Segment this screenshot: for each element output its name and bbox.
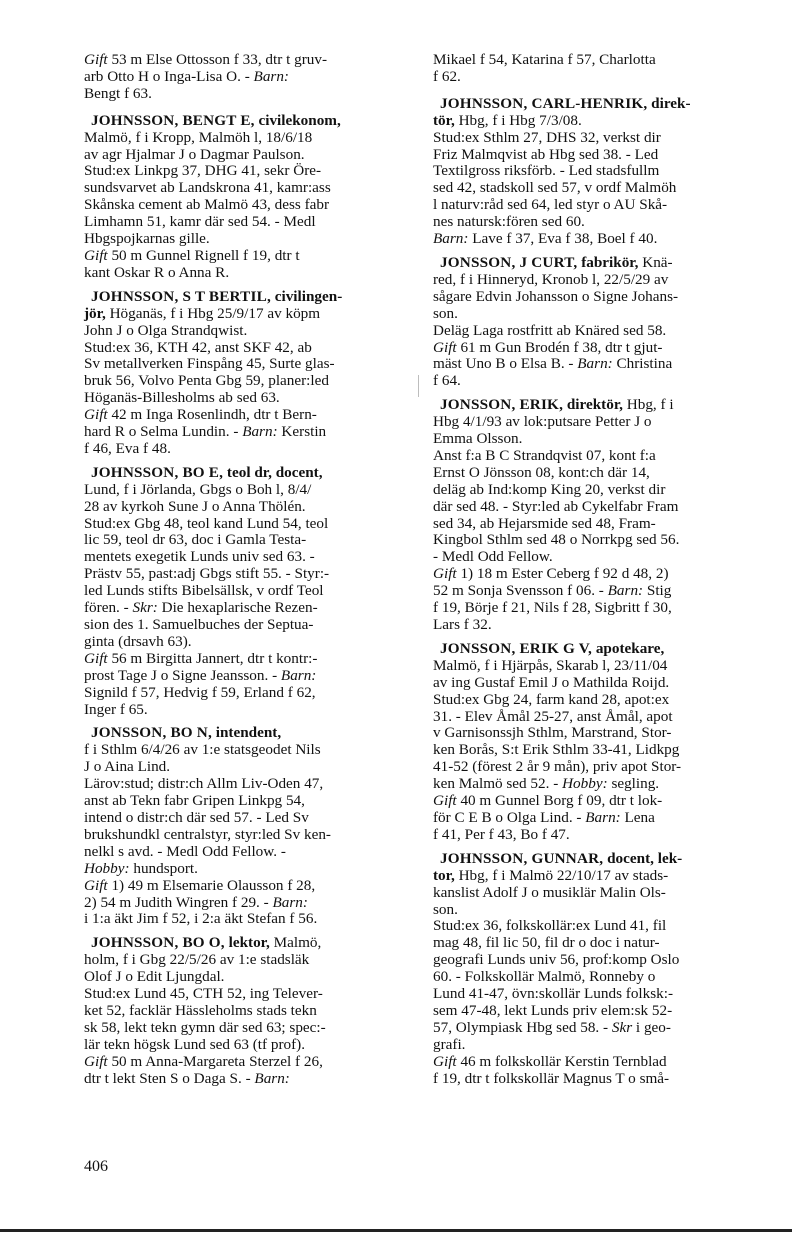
entry-line: - Medl Odd Fellow. <box>433 548 553 566</box>
entry-line: nelkl s avd. - Medl Odd Fellow. - <box>84 842 286 860</box>
entry-line: Deläg Laga rostfritt ab Knäred sed 58. <box>433 321 667 339</box>
biography-entry <box>84 113 407 282</box>
entry-line: 57, Olympiask Hbg sed 58. - Skr i geo- <box>433 1018 671 1036</box>
entry-line: Gift 53 m Else Ottosson f 33, dtr t gruv- <box>84 51 327 68</box>
entry-line: ken Malmö sed 52. - Hobby: segling. <box>433 775 660 793</box>
entry-line: v Garnisonssjh Sthlm, Marstrand, Stor- <box>433 724 672 742</box>
entry-line: mentets exegetik Lunds univ sed 63. - <box>84 548 315 566</box>
entry-line: led Lunds stifts Bibelsällsk, v ordf Teol <box>84 582 324 600</box>
entry-line: Kingbol Sthlm sed 48 o Norrkpg sed 56. <box>433 531 680 549</box>
biography-entry <box>433 641 755 844</box>
entry-line: hard R o Selma Lundin. - Barn: Kerstin <box>84 423 327 441</box>
entry-headline <box>433 96 755 113</box>
entry-line: där sed 48. - Styr:led ab Cykelfabr Fram <box>433 497 679 515</box>
entry-line: Gift 1) 49 m Elsemarie Olausson f 28, <box>84 876 316 894</box>
entry-line: fören. - Skr: Die hexaplarische Rezen- <box>84 599 318 617</box>
entry-line: Lund 41-47, övn:skollär Lunds folksk:- <box>433 985 674 1003</box>
entry-line: kanslist Adolf J o musiklär Malin Ols- <box>433 883 666 901</box>
entry-name: JONSSON, ERIK G V, <box>440 639 593 657</box>
entry-line: f i Sthlm 6/4/26 av 1:e statsgeodet Nils <box>84 741 321 759</box>
entry-profession: intendent, <box>211 724 282 742</box>
biography-entry <box>433 96 755 248</box>
entry-headline <box>433 851 755 868</box>
entry-line: Anst f:a B C Strandqvist 07, kont f:a <box>433 446 656 464</box>
entry-line: f 19, dtr t folkskollär Magnus T o små- <box>433 1069 670 1087</box>
entry-profession: direktör, <box>563 396 623 414</box>
entry-continuation <box>84 52 407 103</box>
entry-line: Barn: Lave f 37, Eva f 38, Boel f 40. <box>433 230 658 248</box>
entry-line: red, f i Hinneryd, Kronob l, 22/5/29 av <box>433 270 669 288</box>
entry-line: grafi. <box>433 1035 466 1053</box>
entry-line: Hobby: hundsport. <box>84 859 198 877</box>
entry-line: Gift 46 m folkskollär Kerstin Ternblad <box>433 1052 667 1070</box>
entry-line: för C E B o Olga Lind. - Barn: Lena <box>433 808 655 826</box>
entry-line: Gift 50 m Gunnel Rignell f 19, dtr t <box>84 246 300 264</box>
entry-line: Ernst O Jönsson 08, kont:ch där 14, <box>433 463 650 481</box>
entry-line: 41-52 (förest 2 år 9 mån), priv apot Stor- <box>433 758 682 776</box>
entry-line: mäst Uno B o Elsa B. - Barn: Christina <box>433 355 673 373</box>
entry-line: tör, Hbg, f i Hbg 7/3/08. <box>433 111 582 129</box>
entry-profession: docent, lek- <box>603 849 683 867</box>
entry-line: sundsvarvet ab Landskrona 41, kamr:ass <box>84 179 331 197</box>
entry-headline <box>84 289 407 306</box>
entry-profession: civilingen- <box>270 287 343 305</box>
entry-line: brukshundkl centralstyr, styr:led Sv ken- <box>84 825 331 843</box>
entry-line: f 64. <box>433 372 461 390</box>
entry-line: Friz Malmqvist ab Hbg sed 38. - Led <box>433 145 659 163</box>
biography-entry <box>84 725 407 928</box>
entry-headline: JONSSON, ERIK, direktör, Hbg, f i <box>440 396 674 414</box>
entry-line: Gift 61 m Gun Brodén f 38, dtr t gjut- <box>433 338 663 356</box>
entry-line: anst ab Tekn fabr Gripen Linkpg 54, <box>84 792 305 810</box>
entry-line: jör, Höganäs, f i Hbg 25/9/17 av köpm <box>84 304 321 322</box>
entry-line: 2) 54 m Judith Wingren f 29. - Barn: <box>84 893 308 911</box>
entry-profession: lektor, <box>224 934 270 952</box>
entry-line: f 41, Per f 43, Bo f 47. <box>433 825 570 843</box>
entry-line: prost Tage J o Signe Jeansson. - Barn: <box>84 666 317 684</box>
entry-line: sion des 1. Samuelbuches der Septua- <box>84 616 314 633</box>
entry-line: Lärov:stud; distr:ch Allm Liv-Oden 47, <box>84 775 324 793</box>
entry-line: Stud:ex Gbg 24, farm kand 28, apot:ex <box>433 690 670 708</box>
entry-line: Gift 56 m Birgitta Jannert, dtr t kontr:- <box>84 649 318 667</box>
entry-profession: apotekare, <box>592 639 665 657</box>
biography-entry <box>84 935 407 1087</box>
entry-line: deläg ab Ind:komp King 20, verkst dir <box>433 480 666 498</box>
left-column <box>84 52 407 1094</box>
entry-line: lic 59, teol dr 63, doc i Gamla Testa- <box>84 531 307 549</box>
entry-line: Gift 40 m Gunnel Borg f 09, dtr t lok- <box>433 792 663 810</box>
biography-entry <box>84 289 407 458</box>
entry-line: Signild f 57, Hedvig f 59, Erland f 62, <box>84 683 316 701</box>
entry-line: Stud:ex 36, folkskollär:ex Lund 41, fil <box>433 917 667 935</box>
entry-line: tor, Hbg, f i Malmö 22/10/17 av stads- <box>433 866 669 884</box>
entry-line: son. <box>433 900 458 918</box>
entry-line: Gift 1) 18 m Ester Ceberg f 92 d 48, 2) <box>433 565 669 583</box>
biography-entry <box>84 465 407 719</box>
entry-line: ken Borås, S:t Erik Sthlm 33-41, Lidkpg <box>433 741 680 759</box>
entry-line: av ing Gustaf Emil J o Mathilda Roijd. <box>433 673 670 691</box>
entry-line: sk 58, lekt tekn gymn där sed 63; spec:- <box>84 1018 326 1036</box>
entry-profession: fabrikör, <box>577 253 639 271</box>
entry-line: i 1:a äkt Jim f 52, i 2:a äkt Stefan f 56. <box>84 910 318 928</box>
entry-name: JOHNSSON, BENGT E, <box>91 111 255 129</box>
entry-profession: teol dr, docent, <box>223 463 323 481</box>
entry-line: Limhamn 51, kamr där sed 54. - Medl <box>84 213 316 231</box>
entry-name: JOHNSSON, GUNNAR, <box>440 849 604 867</box>
entry-headline <box>84 113 407 130</box>
entry-line: dtr t lekt Sten S o Daga S. - Barn: <box>84 1069 290 1087</box>
entry-headline: JOHNSSON, BO O, lektor, Malmö, <box>91 934 322 952</box>
entry-line: geografi Lunds univ 56, prof:komp Oslo <box>433 951 680 969</box>
entry-line: Textilgross riksförb. - Led stadsfullm <box>433 162 660 180</box>
entry-line: Hbgspojkarnas gille. <box>84 230 210 248</box>
entry-line: lär tekn högsk Lund sed 63 (tf prof). <box>84 1035 306 1053</box>
entry-line: mag 48, fil lic 50, fil dr o doc i natur- <box>433 934 660 952</box>
entry-line: Stud:ex 36, KTH 42, anst SKF 42, ab <box>84 338 312 356</box>
entry-name: JONSSON, ERIK, <box>440 396 564 414</box>
entry-line: Emma Olsson. <box>433 430 523 448</box>
entry-name: JOHNSSON, S T BERTIL, <box>91 287 271 305</box>
entry-line: sed 42, stadskoll sed 57, v ordf Malmöh <box>433 179 677 197</box>
entry-line: J o Aina Lind. <box>84 758 171 776</box>
entry-line: sem 47-48, lekt Lunds priv elem:sk 52- <box>433 1001 673 1019</box>
entry-line: Prästv 55, past:adj Gbgs stift 55. - Styr:- <box>84 565 330 583</box>
entry-line: Lund, f i Jörlanda, Gbgs o Boh l, 8/4/ <box>84 480 312 498</box>
entry-headline <box>84 465 407 482</box>
entry-line: Stud:ex Gbg 48, teol kand Lund 54, teol <box>84 514 329 532</box>
entry-line: Sv metallverken Finspång 45, Surte glas- <box>84 355 335 373</box>
entry-line: Inger f 65. <box>84 700 148 718</box>
entry-name: JONSSON, BO N, <box>91 724 212 742</box>
entry-line: sed 34, ab Hejarsmide sed 48, Fram- <box>433 514 656 532</box>
entry-line: Lars f 32. <box>433 616 492 633</box>
entry-line: l naturv:råd sed 64, led styr o AU Skå- <box>433 196 668 214</box>
entry-line: ket 52, facklär Hässleholms stads tekn <box>84 1001 317 1019</box>
entry-headline <box>84 725 407 742</box>
biography-entry <box>433 397 755 634</box>
entry-line: sågare Edvin Johansson o Signe Johans- <box>433 287 679 305</box>
entry-line: John J o Olga Strandqwist. <box>84 321 248 339</box>
entry-line: Stud:ex Sthlm 27, DHS 32, verkst dir <box>433 128 661 146</box>
entry-name: JOHNSSON, BO O, <box>91 934 225 952</box>
entry-headline <box>433 641 755 658</box>
entry-line: arb Otto H o Inga-Lisa O. - Barn: <box>84 67 289 85</box>
entry-line: Gift 42 m Inga Rosenlindh, dtr t Bern- <box>84 406 317 424</box>
biography-entry <box>433 255 755 390</box>
page-number: 406 <box>84 1158 108 1175</box>
entry-line: Bengt f 63. <box>84 84 152 102</box>
entry-name: JOHNSSON, BO E, <box>91 463 224 481</box>
bottom-border <box>0 1229 792 1232</box>
entry-line: holm, f i Gbg 22/5/26 av 1:e stadsläk <box>84 951 310 969</box>
right-column <box>433 52 755 1094</box>
entry-line: av agr Hjalmar J o Dagmar Paulson. <box>84 145 305 163</box>
entry-line: 60. - Folkskollär Malmö, Ronneby o <box>433 968 656 986</box>
biography-entry <box>433 851 755 1088</box>
entry-line: Stud:ex Lund 45, CTH 52, ing Telever- <box>84 985 323 1003</box>
entry-headline: JONSSON, J CURT, fabrikör, Knä- <box>440 253 673 271</box>
entry-line: 31. - Elev Åmål 25-27, anst Åmål, apot <box>433 707 673 725</box>
entry-line: Skånska cement ab Malmö 43, dess fabr <box>84 196 330 214</box>
entry-line: nes natursk:fören sed 60. <box>433 213 585 231</box>
entry-line: bruk 56, Volvo Penta Gbg 59, planer:led <box>84 372 329 390</box>
entry-profession: civilekonom, <box>254 111 341 129</box>
entry-line: 28 av kyrkoh Sune J o Anna Thölén. <box>84 497 306 515</box>
entry-line: Malmö, f i Kropp, Malmöh l, 18/6/18 <box>84 128 313 146</box>
entry-line: Malmö, f i Hjärpås, Skarab l, 23/11/04 <box>433 656 668 674</box>
entry-line: ginta (drsavh 63). <box>84 632 192 650</box>
entry-line: Hbg 4/1/93 av lok:putsare Petter J o <box>433 413 652 431</box>
column-divider-mark <box>418 375 419 397</box>
entry-line: Höganäs-Billesholms ab sed 63. <box>84 389 280 407</box>
entry-line: Stud:ex Linkpg 37, DHG 41, sekr Öre- <box>84 162 322 180</box>
entry-profession: direk- <box>647 94 691 112</box>
entry-line: f 46, Eva f 48. <box>84 439 171 457</box>
entry-line: Gift 50 m Anna-Margareta Sterzel f 26, <box>84 1052 323 1070</box>
entry-line: f 62. <box>433 67 461 85</box>
entry-line: 52 m Sonja Svensson f 06. - Barn: Stig <box>433 582 672 600</box>
entry-continuation <box>433 52 755 86</box>
entry-line: Olof J o Edit Ljungdal. <box>84 968 225 986</box>
entry-line: f 19, Börje f 21, Nils f 28, Sigbritt f 30, <box>433 599 672 617</box>
entry-line: intend o distr:ch där sed 57. - Led Sv <box>84 808 309 826</box>
entry-line: kant Oskar R o Anna R. <box>84 263 230 281</box>
entry-name: JONSSON, J CURT, <box>440 253 578 271</box>
entry-line: son. <box>433 304 458 322</box>
entry-name: JOHNSSON, CARL-HENRIK, <box>440 94 648 112</box>
entry-line: Mikael f 54, Katarina f 57, Charlotta <box>433 51 656 68</box>
